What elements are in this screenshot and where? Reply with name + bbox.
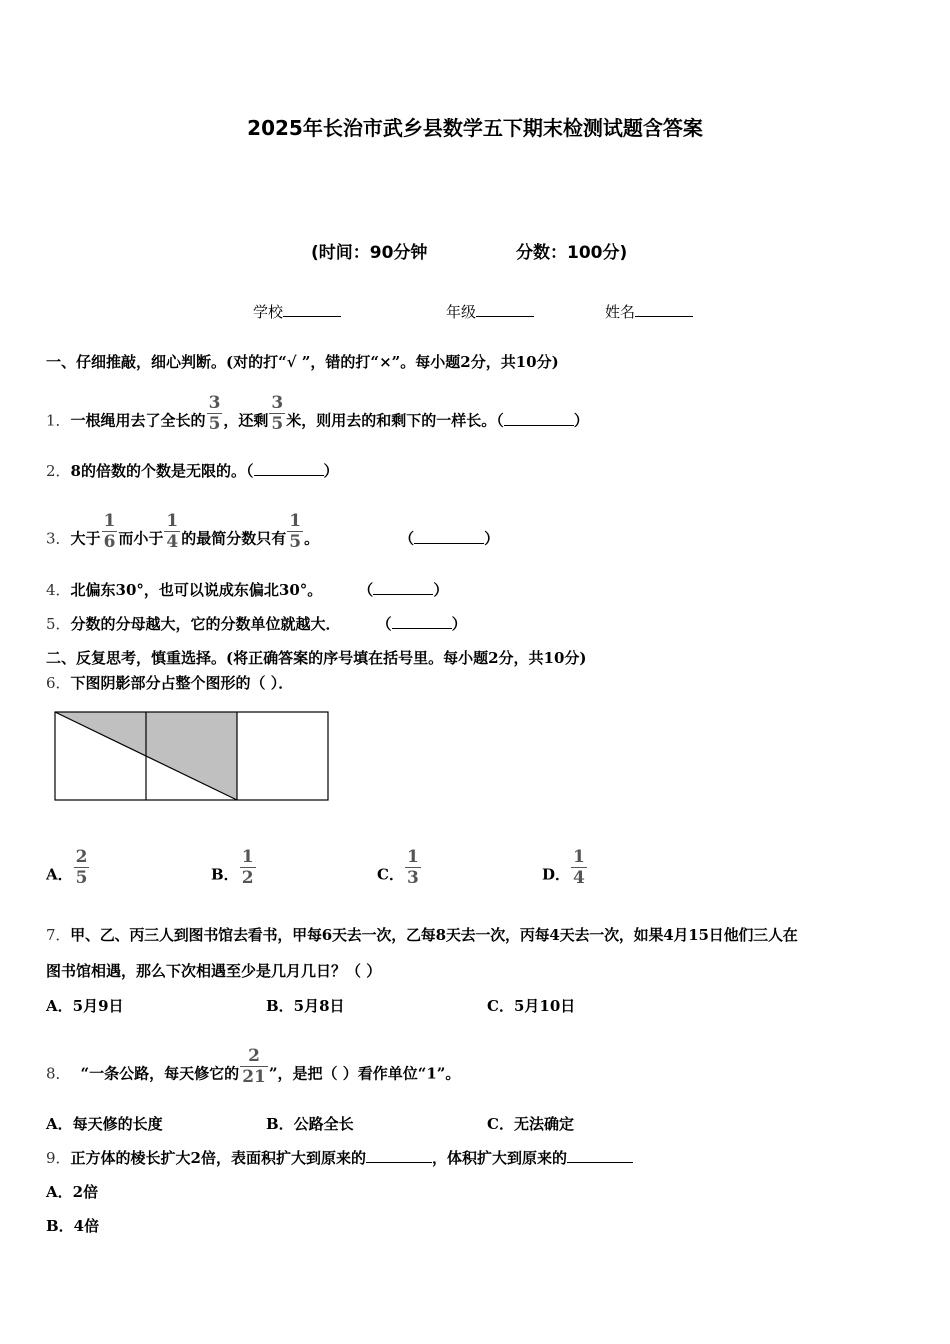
fraction <box>164 511 180 552</box>
question-text: ） <box>323 462 339 480</box>
question-text: 8的倍数的个数是无限的。（ <box>70 462 254 480</box>
question-text: ） <box>451 615 467 633</box>
question-number: 3． <box>46 529 71 548</box>
question-number: 2． <box>46 462 71 480</box>
q6-option-a[interactable] <box>46 847 90 896</box>
question-text: 而小于 <box>118 529 164 548</box>
question-text: 北偏东30°，也可以说成东偏北30°。 <box>70 581 323 599</box>
denominator: 4 <box>573 868 585 888</box>
denominator: 6 <box>103 532 116 552</box>
question-text: 正方体的棱长扩大2倍，表面积扩大到原来的 <box>70 1149 366 1167</box>
school-field[interactable] <box>253 301 341 322</box>
question-number: 1． <box>46 411 71 430</box>
answer-blank[interactable] <box>366 1148 432 1163</box>
numerator: 2 <box>75 847 88 867</box>
q8-option-c[interactable]: C．无法确定 <box>487 1115 574 1133</box>
q9-option-a[interactable]: A．2倍 <box>46 1183 99 1201</box>
question-text: 。 <box>304 529 320 548</box>
fraction <box>240 847 256 888</box>
fraction <box>571 847 587 888</box>
question-text: ”，是把（ ）看作单位“1”。 <box>268 1064 461 1083</box>
q6-option-c[interactable] <box>377 847 422 896</box>
grade-label: 年级 <box>446 303 477 321</box>
denominator: 5 <box>289 532 302 552</box>
q7-option-c[interactable]: C．5月10日 <box>487 997 576 1015</box>
question-text: ） <box>433 581 449 599</box>
fraction <box>269 393 285 434</box>
option-label: B． <box>211 865 239 884</box>
denominator: 5 <box>271 414 284 434</box>
option-label: D． <box>542 865 571 884</box>
answer-blank[interactable] <box>504 411 574 426</box>
numerator: 3 <box>271 393 284 413</box>
numerator: 3 <box>208 393 221 413</box>
option-label: C． <box>377 865 404 884</box>
q8-option-b[interactable]: B．公路全长 <box>266 1115 354 1133</box>
question-5 <box>46 613 467 634</box>
answer-blank[interactable] <box>254 461 324 476</box>
question-text: 米，则用去的和剩下的一样长。（ <box>286 411 504 430</box>
question-text: “一条公路，每天修它的 <box>80 1064 240 1083</box>
denominator: 4 <box>166 532 179 552</box>
name-blank[interactable] <box>635 302 693 317</box>
fraction <box>287 511 303 552</box>
fraction <box>405 847 421 888</box>
denominator: 21 <box>242 1067 266 1087</box>
denominator: 2 <box>241 868 254 888</box>
q6-option-d[interactable] <box>542 847 588 896</box>
question-number: 7． <box>46 926 71 944</box>
question-7-continued: 图书馆相遇，那么下次相遇至少是几月几日？（ ） <box>46 962 382 980</box>
numerator: 1 <box>103 511 116 531</box>
school-label: 学校 <box>253 303 284 321</box>
fraction <box>74 847 90 888</box>
question-text: ） <box>573 411 589 430</box>
question-text: ，还剩 <box>223 411 269 430</box>
question-3 <box>46 511 500 560</box>
question-text: 的最简分数只有 <box>181 529 287 548</box>
numerator: 1 <box>241 847 254 867</box>
numerator: 1 <box>573 847 585 867</box>
exam-score: 分数：100分) <box>516 243 628 263</box>
fraction <box>102 511 118 552</box>
name-field[interactable] <box>605 301 693 322</box>
question-text: 下图阴影部分占整个图形的（ ）． <box>70 674 294 692</box>
denominator: 5 <box>208 414 221 434</box>
question-text: 一根绳用去了全长的 <box>70 411 206 430</box>
question-number: 5． <box>46 615 71 633</box>
fraction <box>240 1046 268 1087</box>
question-text: （ <box>399 529 415 548</box>
question-text: 大于 <box>70 529 101 548</box>
q9-option-b[interactable]: B．4倍 <box>46 1217 100 1235</box>
answer-blank[interactable] <box>373 580 433 595</box>
numerator: 1 <box>406 847 419 867</box>
question-text: （ <box>376 615 392 633</box>
shaded-rectangle-figure <box>54 711 330 802</box>
question-number: 4． <box>46 581 71 599</box>
q8-option-a[interactable]: A．每天修的长度 <box>46 1115 163 1133</box>
grade-field[interactable] <box>446 301 534 322</box>
numerator: 2 <box>248 1046 260 1066</box>
question-number: 6． <box>46 674 71 692</box>
option-label: A． <box>46 865 73 884</box>
question-text: ） <box>484 529 500 548</box>
numerator: 1 <box>166 511 179 531</box>
fraction <box>207 393 223 434</box>
question-8 <box>46 1046 461 1095</box>
question-6 <box>46 672 293 693</box>
exam-time: (时间：90分钟 <box>311 243 428 263</box>
grade-blank[interactable] <box>476 302 534 317</box>
question-text: 分数的分母越大，它的分数单位就越大． <box>70 615 341 633</box>
question-9 <box>46 1147 633 1168</box>
numerator: 1 <box>289 511 302 531</box>
section-1-heading: 一、仔细推敲，细心判断。(对的打“√ ”，错的打“×”。每小题2分，共10分) <box>46 353 559 371</box>
question-text: ，体积扩大到原来的 <box>432 1149 568 1167</box>
question-number: 8． <box>46 1064 71 1083</box>
answer-blank[interactable] <box>392 614 452 629</box>
denominator: 5 <box>75 868 88 888</box>
question-2 <box>46 460 339 481</box>
question-1 <box>46 393 589 442</box>
question-text: 甲、乙、丙三人到图书馆去看书，甲每6天去一次，乙每8天去一次，丙每4天去一次，如果4月15日他们三人在 <box>70 926 798 944</box>
section-2-heading: 二、反复思考，慎重选择。(将正确答案的序号填在括号里。每小题2分，共10分) <box>46 649 587 667</box>
question-7 <box>46 924 798 945</box>
q7-option-a[interactable]: A．5月9日 <box>46 997 124 1015</box>
school-blank[interactable] <box>283 302 341 317</box>
q6-option-b[interactable] <box>211 847 257 896</box>
answer-blank[interactable] <box>414 529 484 544</box>
question-text: （ <box>358 581 374 599</box>
page-title: 2025年长治市武乡县数学五下期末检测试题含答案 <box>247 116 703 140</box>
question-4 <box>46 579 448 600</box>
question-number: 9． <box>46 1149 71 1167</box>
q7-option-b[interactable]: B．5月8日 <box>266 997 345 1015</box>
name-label: 姓名 <box>605 303 636 321</box>
denominator: 3 <box>406 868 419 888</box>
answer-blank[interactable] <box>567 1148 633 1163</box>
